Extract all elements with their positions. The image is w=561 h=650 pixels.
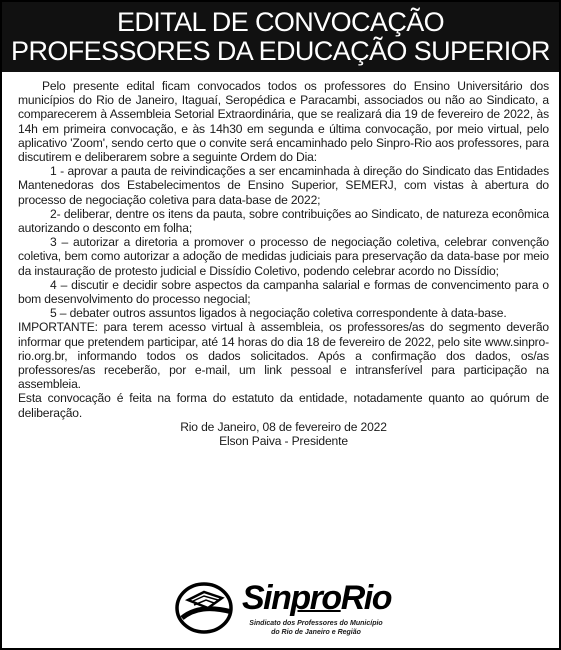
closing-paragraph: Esta convocação é feita na forma do estatuto da entidade, notadamente quanto ao quórum de deliberação.	[18, 391, 549, 420]
brand-sin: Sin	[242, 579, 291, 617]
tagline-line2: do Rio de Janeiro e Região	[271, 628, 361, 636]
brand-pro: pro	[290, 579, 341, 617]
brand-wordmark	[242, 580, 391, 616]
agenda-item-4: 4 – discutir e decidir sobre aspectos da campanha salarial e formas de convencimento para o bom desenvolvimento do processo negocial;	[18, 277, 549, 307]
agenda-item-1: 1 - aprovar a pauta de reivindicações a ser encaminhada à direção do Sindicato das Entidades Mantenedoras dos Estabelecimentos de Ensino Superior, SEMERJ, com vistas à abertura do processo de negociação coletiva para data-base de 2022;	[18, 164, 549, 207]
book-emblem-icon	[174, 578, 238, 636]
agenda-item-2: 2- deliberar, dentre os itens da pauta, sobre contribuições ao Sindicato, de natureza econômica autorizando o desconto em folha;	[18, 206, 549, 236]
agenda-item-5: 5 – debater outros assuntos ligados à negociação coletiva correspondente à data-base.	[50, 306, 507, 321]
place-date: Rio de Janeiro, 08 de fevereiro de 2022	[180, 419, 387, 434]
brand-rio: Rio	[340, 579, 391, 617]
header-title-line2: PROFESSORES DA EDUCAÇÃO SUPERIOR	[11, 36, 550, 66]
signatory-name: Elson Paiva - Presidente	[219, 434, 348, 449]
agenda-item-3: 3 – autorizar a diretoria a promover o processo de negociação coletiva, celebrar convenção coletiva, bem como autorizar a adoção de medidas judiciais para preservação da data-base por meio da instauração de protesto judicial e Dissídio Coletivo, podendo celebrar acordo no Dissídio;	[18, 235, 549, 278]
sinpro-logo	[2, 576, 559, 646]
header-title-line1: EDITAL DE CONVOCAÇÃO	[116, 7, 445, 37]
intro-paragraph: Pelo presente edital ficam convocados todos os professores do Ensino Universitário dos municípios do Rio de Janeiro, Itaguaí, Seropédica e Paracambi, associados ou não ao Sindicato, a comparecerem à Assembleia Setorial Extraordinária, que se realizará dia 19 de fevereiro de 2022, às 14h em primeira convocação, e às 14h30 em segunda e última convocação, por meio virtual, pelo aplicativo 'Zoom', sendo certo que o convite será encaminhado pelo Sinpro-Rio aos professores, para discutirem e deliberarem sobre a seguinte Ordem do Dia:	[18, 79, 549, 165]
tagline-line1: Sindicato dos Professores do Município	[249, 620, 383, 627]
edital-body	[2, 72, 559, 448]
important-paragraph: IMPORTANTE: para terem acesso virtual à assembleia, os professores/as do segmento deverão informar que pretendem participar, até 14 horas do dia 18 de fevereiro de 2022, pelo site www.sinpro-rio.org.br, informando todos os dados solicitados. Após a confirmação dos dados, os/as professores/as receberão, por e-mail, um link pessoal e intransferível para participação na assembleia.	[18, 320, 549, 392]
brand-tagline	[246, 620, 386, 637]
header-banner	[2, 2, 559, 72]
